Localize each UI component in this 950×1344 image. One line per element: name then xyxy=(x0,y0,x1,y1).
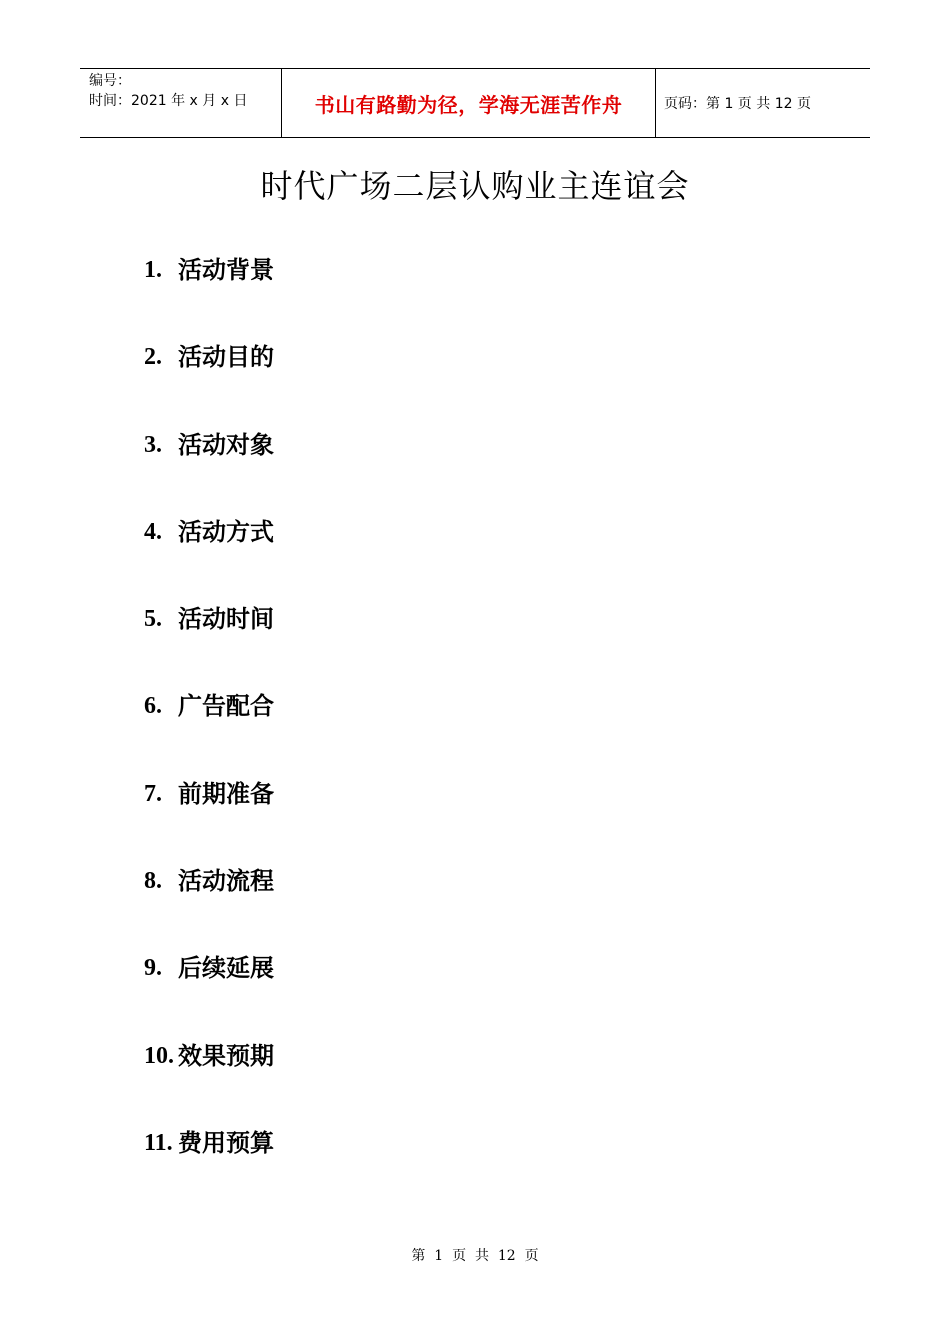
section-title: 活动方式 xyxy=(178,516,274,546)
section-number: 3. xyxy=(144,431,162,458)
section-title: 活动目的 xyxy=(178,342,274,372)
header-motto-cell xyxy=(281,69,656,137)
section-heading xyxy=(144,603,274,690)
document-title: 时代广场二层认购业主连谊会 xyxy=(260,167,690,205)
section-heading xyxy=(144,865,274,952)
section-number: 9. xyxy=(144,955,162,982)
section-number: 7. xyxy=(144,780,162,807)
serial-number-label: 编号： xyxy=(89,73,131,89)
section-heading xyxy=(144,429,274,516)
section-heading xyxy=(144,952,274,1039)
page-footer: 第 1 页 共 12 页 xyxy=(411,1248,539,1264)
section-title: 费用预算 xyxy=(178,1127,274,1157)
section-number: 2. xyxy=(144,344,162,371)
header-meta-cell xyxy=(80,69,281,137)
section-heading xyxy=(144,341,274,428)
header-page-cell xyxy=(655,69,870,137)
section-heading xyxy=(144,1040,274,1127)
section-number: 11. xyxy=(144,1129,173,1156)
section-heading xyxy=(144,778,274,865)
section-list xyxy=(144,254,274,1214)
section-title: 效果预期 xyxy=(178,1040,274,1070)
section-number: 1. xyxy=(144,257,162,283)
section-title: 活动流程 xyxy=(178,866,274,896)
section-number: 5. xyxy=(144,606,162,633)
section-heading xyxy=(144,690,274,777)
section-number: 4. xyxy=(144,518,162,545)
section-heading xyxy=(144,1127,274,1214)
header-page-info: 页码：第 1 页 共 12 页 xyxy=(664,96,811,112)
section-number: 10. xyxy=(144,1042,174,1069)
section-title: 活动背景 xyxy=(178,255,274,284)
page-header xyxy=(80,68,870,138)
section-title: 后续延展 xyxy=(178,953,274,983)
section-number: 6. xyxy=(144,693,162,720)
section-title: 前期准备 xyxy=(178,778,274,808)
motto-text: 书山有路勤为径，学海无涯苦作舟 xyxy=(314,92,623,117)
section-number: 8. xyxy=(144,868,162,895)
section-title: 活动时间 xyxy=(178,604,274,634)
date-label: 时间：2021 年 x 月 x 日 xyxy=(89,93,248,109)
section-title: 活动对象 xyxy=(178,429,274,459)
section-title: 广告配合 xyxy=(178,691,274,721)
section-heading xyxy=(144,516,274,603)
section-heading xyxy=(144,254,274,341)
